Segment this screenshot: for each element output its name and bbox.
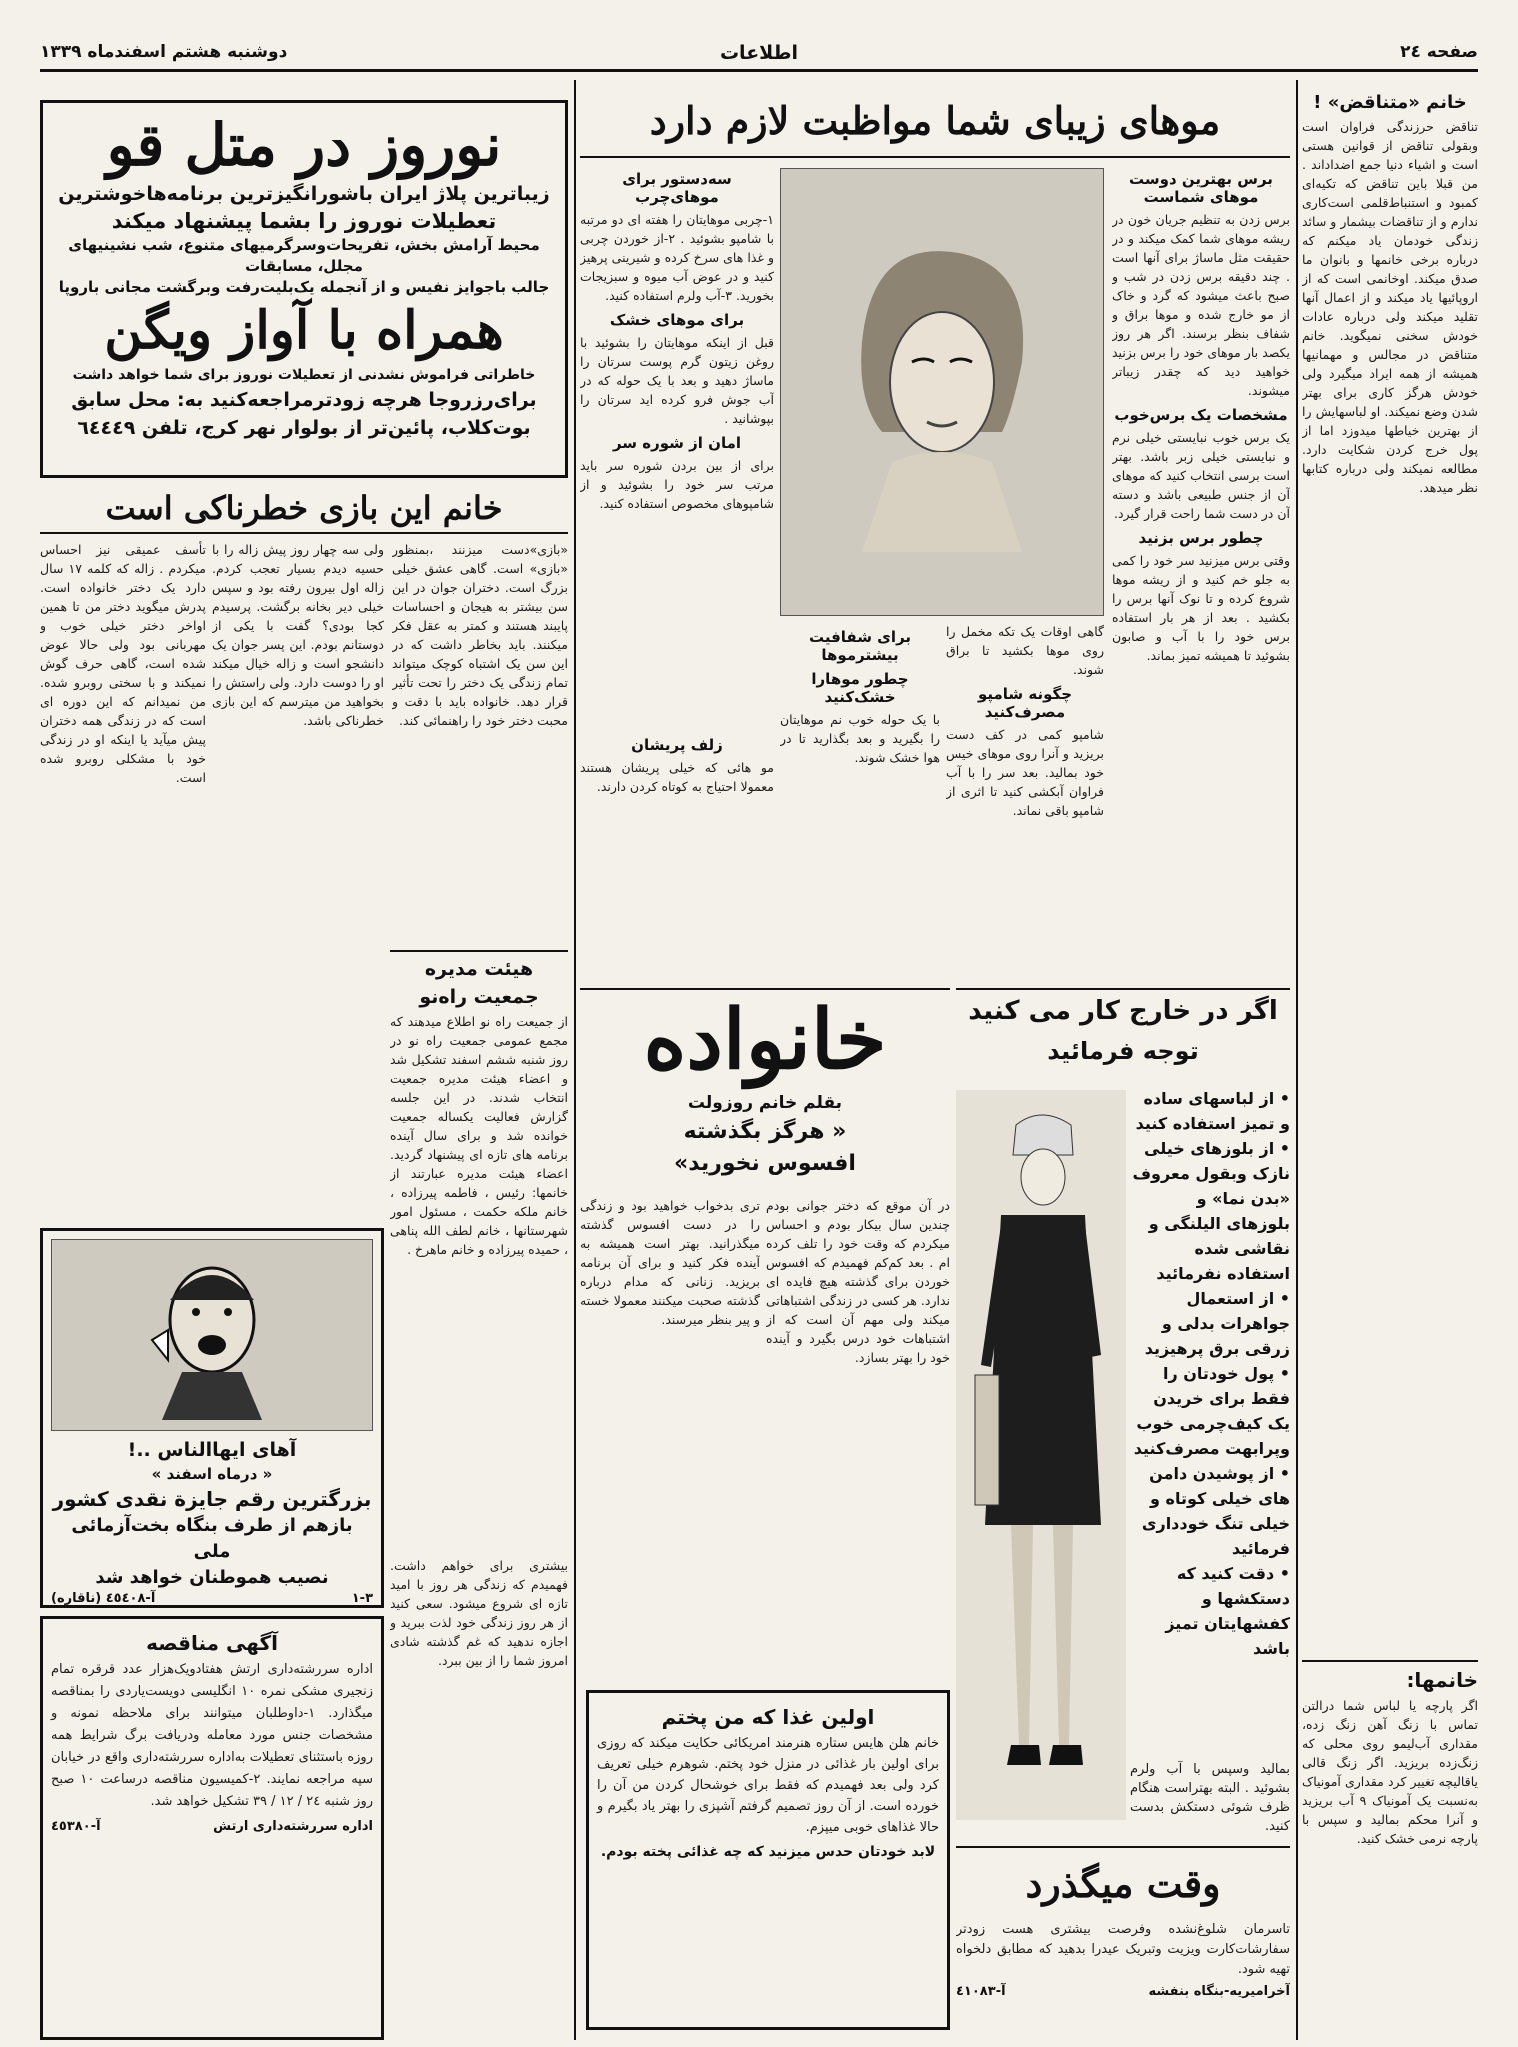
page-header bbox=[40, 38, 1478, 72]
family-quote2: افسوس نخورید» bbox=[674, 1151, 856, 1176]
tender-signature: اداره سررشته‌داری ارتش bbox=[213, 1819, 373, 1834]
hair-text: یک برس خوب نبایستی خیلی نرم و نبایستی خیلی زبر باشد. بهتر است برسی انتخاب کنید که موهای آن از جنس طبیعی باشد و دسته آن در دست شما راحت قرار گیرد. bbox=[1112, 430, 1290, 521]
tender-title: آگهی مناقصه bbox=[146, 1631, 278, 1655]
article-game-header bbox=[40, 484, 568, 534]
ad-lottery-line3: بزرگترین رقم جایزة نقدی کشور bbox=[52, 1487, 372, 1511]
family-col: تری بدخواب خواهید بود و زندگی را در دست افسوس گذشته میگذرانید. بهتر است همیشه به آینده فکر کنید و برای آن برنامه بریزید. زنانی که مدام درباره گذشته صحبت میکنند معمولا خسته و پیر بنظر میرسند. bbox=[580, 1198, 760, 1327]
page-number: صفحه ٢٤ bbox=[1400, 42, 1478, 62]
article-game-col: ولی سه چهار روز پیش زاله را با حسیه دیدم بسیار تعجب کردم. زاله اول بیرون رفته بود و سپس خیلی دیر بخانه برگشت. پرسیدم کجا بودی؟ گفت با یکی از دوستانم بودم. این پسر جوان یک دانشجو است و زاله خیال میکند او را دوست دارد. ولی راستش را بخواهید من میترسم که این بازی خطرناکی باشد. bbox=[212, 542, 384, 728]
hair-text: شامپو کمی در کف دست بریزید و آنرا روی موهای خیس خود بمالید. بعد سر را با آب فراوان آبکشی کنید تا اثری از شامپو باقی نماند. bbox=[946, 727, 1104, 818]
hair-text: گاهی اوقات یک تکه مخمل را روی موها بکشید تا براق شوند. bbox=[946, 624, 1104, 677]
hair-col-bottom bbox=[946, 622, 1104, 982]
travel-tip: • از لباسهای ساده و تمیز استفاده کنید bbox=[1135, 1089, 1290, 1133]
article-game-col: «بازی»دست میزنند ،بمنظور «بازی» است. گاهی عشق خیلی بزرگ است. دختران جوان در این سن بیشتر به هیجان و احساسات پایبند هستند و کمتر به عقل فکر میکنند. باید بخاطر داشت که در این سن یک اشتباه کوچک میتواند تمام زندگی یک دختر را تحت تأثیر قرار دهد. خانواده باید با دقت و محبت دختر خود را راهنمائی کند. bbox=[392, 542, 568, 728]
hair-subheading: امان از شوره سر bbox=[612, 434, 742, 452]
travel-tip: • از پوشیدن دامن های خیلی کوتاه و خیلی تنگ خودداری فرمائید bbox=[1141, 1464, 1290, 1558]
ad-norooz-line4: جالب باجوایز نفیس و از آنجمله یک‌بلیت‌رفت وبرگشت مجانی باروپا bbox=[58, 278, 550, 296]
travel-tip: • پول خودتان را فقط برای خریدن یک کیف‌چرمی خوب وپرابهت مصرف‌کنید bbox=[1133, 1364, 1290, 1458]
woman-portrait-icon bbox=[832, 232, 1052, 552]
travel-title: اگر در خارج کار می کنید bbox=[968, 996, 1278, 1026]
family-title: خانواده bbox=[643, 992, 887, 1088]
travel-caption: بمالید وسپس با آب ولرم بشوئید . البته بهتراست هنگام ظرف شوئی دستکش بدست کنید. bbox=[1130, 1762, 1290, 1834]
hair-col-bottom bbox=[780, 622, 940, 982]
food-title: اولین غذا که من پختم bbox=[661, 1705, 875, 1729]
ad-time-code: آ-٤١٠٨٣ bbox=[956, 1984, 1006, 1999]
travel-list bbox=[1130, 1086, 1290, 1746]
hair-text: برای از بین بردن شوره سر باید مرتب سر خود را بشوئید و از شامپوهای مخصوص استفاده کنید. bbox=[580, 458, 774, 511]
tips-column bbox=[1302, 1660, 1478, 2040]
woman-dress-photo bbox=[956, 1090, 1126, 1820]
board-title2: جمعیت راه‌نو bbox=[419, 986, 539, 1008]
board-text: از جمیعت راه نو اطلاع میدهند که مجمع عمومی جمعیت راه نو در روز شنبه ششم اسفند تشکیل شد و اعضاء هیئت مدیره جمعیت انتخاب شدند. در این جلسه گزارش فعالیت یکساله جمعیت خوانده شد و برای سال آینده برنامه های تازه ای پیشنهاد گردید. اعضاء هیئت مدیره عبارتند از خانمها: رئیس ، فاطمه پیرزاده ، خانم ملکه حکمت ، مسئول امور شهرستانها ، خانم لطف الله پناهی ، حمیده پیرزاده و خانم ماهرخ . bbox=[390, 1014, 568, 1257]
food-box bbox=[586, 1690, 950, 2030]
contradiction-text: تناقض حرزندگی فراوان است وبقولی تناقض از قوانین هستی است و اشیاء دنیا جمع اضداداند . من قبلا باین تناقض که تکیه‌ای کمبود و استنباط‌قلمی است‌کاری ندارم و از تناقضات بیشمار و سائد زندگی خودمان یاد میکنم که درباره برخی خانمها و بانوان ما صدق میکند. اوخانمی است که از اروپائیها یاد میکند و از اعمال آنها تقلید میکند ولی درباره عادات خودش سخنی نمیگوید. خانم متناقض در مجالس و مهمانیها همیشه از همه ایراد میگیرد ولی خودش هرگز کاری برای بهتر شدن وضع نمیکند. او لباسهایش را از بهترین خیاطها میدوزد اما از پول خرج کردن شکایت دارد. مطالعه نمیکند ولی درباره کتابها نظر میدهد. bbox=[1302, 119, 1478, 495]
ad-time-title: وقت میگذرد bbox=[1025, 1861, 1221, 1906]
contradiction-column bbox=[1302, 86, 1478, 1646]
issue-date: دوشنبه هشتم اسفندماه ١٣٣٩ bbox=[40, 42, 288, 62]
hair-title: موهای زیبای شما مواظبت لازم دارد bbox=[649, 98, 1221, 143]
hair-subheading: برای شفافیت بیشترموها bbox=[808, 628, 912, 664]
family-header bbox=[580, 988, 950, 1188]
travel-tip: • از بلوزهای خیلی نازک وبقول معروف «بدن نما» و بلوزهای الیلنگی و نقاشی شده استفاده نفرمائید bbox=[1132, 1139, 1290, 1283]
column-rule bbox=[1296, 80, 1298, 2040]
ad-norooz-line5: خاطراتی فراموش نشدنی از تعطیلات نوروز برای شما خواهد داشت bbox=[72, 367, 536, 383]
ad-lottery-line4: بازهم از طرف بنگاه بخت‌آزمائی ملی bbox=[71, 1515, 353, 1562]
column-rule bbox=[574, 80, 576, 2040]
hair-subheading: سه‌دستور برای موهای‌چرب bbox=[622, 170, 732, 206]
man-shouting-icon bbox=[132, 1250, 292, 1420]
hair-subheading: برای موهای خشک bbox=[609, 311, 745, 329]
hair-subheading: چطور برس بزنید bbox=[1138, 529, 1264, 547]
hair-subheading: برس بهترین دوست موهای شماست bbox=[1129, 170, 1273, 206]
tips-text: اگر پارچه یا لباس شما درالتن تماس با زنگ آهن زنگ زده، مقداری آب‌لیمو روی محلی که زنگ‌زده بریزید. اگر زنگ قالی یاقالیچه تغییر کرد مقداری آمونیاک به‌نسبت یک آمونیاک ٩ آب بریزید و آنرا محکم بمالید و سپس با پارچه نرمی خشک کنید. bbox=[1302, 1698, 1478, 1846]
hair-text: با یک حوله خوب نم موهایتان را بگیرید و بعد بگذارید تا در هوا خشک شوند. bbox=[780, 712, 940, 765]
ad-time-text: تاسرمان شلوغ‌نشده وفرصت بیشتری هست زودتر سفارشات‌کارت ویزیت وتبریک عیدرا بدهید که مطابق دلخواه تهیه شود. bbox=[956, 1922, 1290, 1977]
hair-text: مو هائی که خیلی پریشان هستند معمولا احتیاج به کوتاه کردن دارند. bbox=[580, 760, 774, 794]
travel-tip: • از استعمال جواهرات بدلی و زرقی برق پرهیزید bbox=[1144, 1289, 1290, 1358]
article-game-col: تأسف عمیقی نیز احساس میکردم . زاله که کلمه ۱۷ سال دارد یک دختر خانواده است. پدرش میگوید دختر من تا همین اواخر دختر خیلی خوب و مهربانی بود ولی حالا عوض شده است، گاهی حرف گوش نمیکند و با سختی روبرو شده. من نمیدانم که این دوره ای است که در زندگی همه دختران پیش میآید یا اینکه او در زندگی خود با مشکلی روبرو شده است. bbox=[40, 542, 206, 785]
family-quote1: « هرگز بگذشته bbox=[683, 1119, 847, 1144]
tender-code: آ-٤٥٣٨٠ bbox=[51, 1819, 101, 1834]
food-close: لابد خودتان حدس میزنید که چه غذائی پخته بودم. bbox=[600, 1844, 936, 1860]
ad-time bbox=[956, 1846, 1290, 2040]
woman-dress-icon bbox=[961, 1105, 1121, 1805]
ad-norooz-line6: برای‌رزروجا هرچه زودترمراجعه‌کنید به: محل سابق bbox=[71, 389, 537, 411]
ad-norooz-line1: زیباترین پلاژ ایران باشورانگیزترین برنامه‌هاخوشترین bbox=[58, 183, 550, 205]
food-continuation: بیشتری برای خواهم داشت. فهمیدم که زندگی هر روز با امید تازه ای شروع میشود. سعی کنید از هر روز زندگی خود لذت ببرید و اجازه ندهید که غم گذشته شادی امروز شما را از بین ببرد. bbox=[390, 1558, 568, 1668]
hair-subheading: چگونه شامپو مصرف‌کنید bbox=[977, 685, 1073, 721]
ad-norooz-line3: محیط آرامش بخش، تفریحات‌وسرگرمیهای متنوع، شب نشینیهای مجلل، مسابقات bbox=[68, 236, 540, 275]
hair-subheading: زلف پریشان bbox=[631, 736, 723, 754]
ad-lottery-code-right: ۱-۳ bbox=[351, 1591, 373, 1606]
family-col: در آن موقع که دختر جوانی بودم چندین سال بیکار بودم و احساس میکردم که وقت خود را تلف کرده ام . بعد کم‌کم فهمیدم که افسوس خوردن برای گذشته هیچ فایده ای ندارد. هر کسی در زندگی اشتباهاتی میکند ولی مهم آن است که از اشتباهات خود درس بگیرد و آینده خود را بهتر بسازد. bbox=[766, 1198, 950, 1365]
woman-portrait-photo bbox=[780, 168, 1104, 616]
hair-text: برس زدن به تنظیم جریان خون در ریشه موهای شما کمک میکند و در حقیقت مثل ماساژ برای آنها است . چند دقیقه برس زدن در شب و صبح باعث میشود که گرد و خاک از مو خارج شده و موها براق و شفاف بنظر برسند. اگر هر روز یکصد بار موهای خود را برس بزنید خواهید دید که چقدر زیباتر میشوند. bbox=[1112, 212, 1290, 398]
travel-title2: توجه فرمائید bbox=[1047, 1037, 1199, 1065]
tips-title: خانمها: bbox=[1406, 1668, 1478, 1692]
hair-text: قبل از اینکه موهایتان را بشوئید با روغن زیتون گرم پوست سرتان را ماساژ دهید و بعد با یک حوله که در آب جوش فرو کرده اید سرتان را بپوشانید . bbox=[580, 335, 774, 426]
ad-norooz bbox=[40, 100, 568, 478]
board-title1: هیئت مدیره bbox=[424, 958, 534, 980]
ad-time-footer: آخرامیریه-بنگاه بنفشه bbox=[1148, 1984, 1290, 1999]
hair-col-right bbox=[1112, 164, 1290, 984]
board-article bbox=[390, 950, 568, 1550]
ad-lottery-line5: نصیب هموطنان خواهد شد bbox=[95, 1567, 329, 1588]
hair-subheading: مشخصات یک برس‌خوب bbox=[1114, 406, 1288, 424]
family-byline: بقلم خانم روزولت bbox=[687, 1093, 843, 1113]
travel-header bbox=[956, 988, 1290, 1078]
hair-header bbox=[580, 86, 1290, 158]
ad-norooz-line2: تعطیلات نوروز را بشما پیشنهاد میکند bbox=[111, 209, 497, 233]
tender-notice bbox=[40, 1616, 384, 2040]
ad-norooz-line7: بوت‌کلاب، پائین‌تر از بولوار نهر کرج، تلفن ٦٤٤٤٩ bbox=[77, 417, 531, 439]
hair-col-left bbox=[580, 164, 774, 724]
ad-norooz-title: نوروز در متل قو bbox=[106, 111, 502, 179]
food-text: خانم هلن هایس ستاره هنرمند امریکائی حکایت میکند که روزی برای اولین بار غذائی در منزل خود پختم. شوهرم خیلی تعریف کرد ولی بعد فهمیدم که فقط برای خوشحال کردن من آن را خورده است. از آن روز تصمیم گرفتم آشپزی را بهتر یاد بگیرم و حالا غذاهای خوبی میپزم. bbox=[597, 1736, 939, 1835]
hair-text: ١-چربی موهایتان را هفته ای دو مرتبه با شامپو بشوئید . ٢-از خوردن چربی و غذا های سرخ کرده و شیرینی پرهیز کنید و در عوض آب میوه و سبزیجات بخورید. ٣-آب ولرم استفاده کنید. bbox=[580, 212, 774, 303]
newspaper-name: اطلاعات bbox=[719, 42, 799, 64]
ad-lottery-line2: « درماه اسفند » bbox=[151, 1465, 273, 1483]
ad-lottery-code-left: آ-٤٥٤٠٨ (ناقاره) bbox=[51, 1591, 156, 1606]
man-shouting-illustration bbox=[51, 1239, 373, 1431]
hair-subheading: چطور موهارا خشک‌کنید bbox=[811, 670, 909, 706]
contradiction-title: خانم «متناقض» ! bbox=[1313, 92, 1467, 113]
ad-lottery bbox=[40, 1228, 384, 1608]
ad-norooz-slogan: همراه با آواز ویگن bbox=[104, 300, 504, 361]
tender-text: اداره سررشته‌داری ارتش هفتادویک‌هزار عدد قرقره تمام زنجیری مشکی نمره ١٠ انگلیسی دویست‌یاردی را بمناقصه میگذارد. ١-داوطلبان میتوانند برای ملاحظه نمونه و مشخصات جنس مورد معامله ودریافت برگ شرایط همه روزه باستثنای تعطیلات به‌اداره سررشته‌داری واقع در خیابان سپه مراجعه نمایند. ٢-کمیسیون مناقصه درساعت ١٠ صبح روز شنبه ٢٤ / ١٢ / ٣٩ تشکیل خواهد شد. bbox=[51, 1662, 373, 1809]
travel-tip: • دقت کنید که دستکشها و کفشهایتان تمیز باشد bbox=[1165, 1564, 1290, 1658]
ad-lottery-line1: آهای ایهاالناس ..! bbox=[127, 1439, 297, 1461]
hair-text: وقتی برس میزنید سر خود را کمی به جلو خم کنید و از ریشه موها شروع کرده و تا نوک آنها برس را بکشید . بعد از هر بار استفاده برس خود را با آب و صابون بشوئید تا همیشه تمیز بماند. bbox=[1112, 553, 1290, 663]
hair-col-bottom bbox=[580, 730, 774, 980]
article-game-title: خانم این بازی خطرناکی است bbox=[105, 489, 503, 527]
